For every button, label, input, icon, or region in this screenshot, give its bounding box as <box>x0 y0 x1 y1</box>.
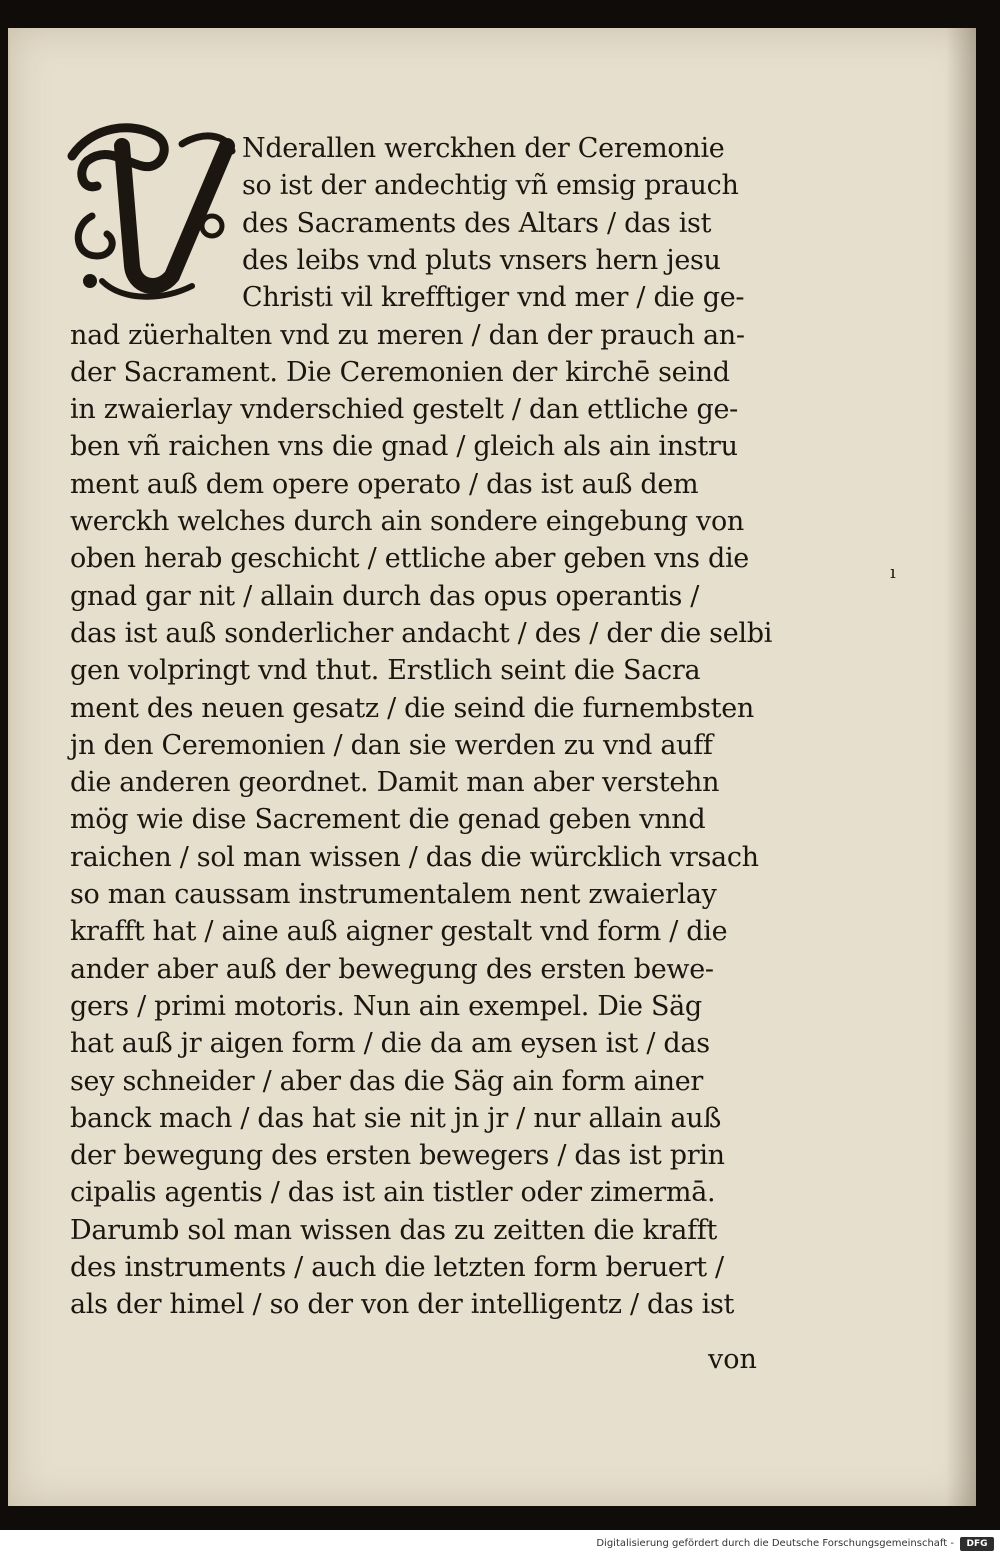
text-line: ben vñ raichen vns die gnad / gleich als ain instru <box>70 431 738 462</box>
decorated-initial-icon <box>62 116 240 302</box>
text-line: cipalis agentis / das ist ain tistler oder zimermā. <box>70 1177 716 1208</box>
text-line: ment auß dem opere operato / das ist auß dem <box>70 469 699 500</box>
text-line: ander aber auß der bewegung des ersten bewe- <box>70 954 714 985</box>
text-line: des instruments / auch die letzten form beruert / <box>70 1252 724 1283</box>
text-line: werckh welches durch ain sondere eingebung von <box>70 506 745 537</box>
text-line: oben herab geschicht / ettliche aber geben vns die <box>70 543 749 574</box>
text-line: das ist auß sonderlicher andacht / des / der die selbi <box>70 618 773 649</box>
text-line: krafft hat / aine auß aigner gestalt vnd form / die <box>70 916 728 947</box>
text-line: so man caussam instrumentalem nent zwaierlay <box>70 879 717 910</box>
text-line: hat auß jr aigen form / die da am eysen ist / das <box>70 1028 710 1059</box>
text-line: in zwaierlay vnderschied gestelt / dan ettliche ge- <box>70 394 738 425</box>
text-line: gen volpringt vnd thut. Erstlich seint die Sacra <box>70 655 701 686</box>
text-line: banck mach / das hat sie nit jn jr / nur allain auß <box>70 1103 721 1134</box>
text-line: der bewegung des ersten bewegers / das ist prin <box>70 1140 725 1171</box>
text-line: mög wie dise Sacrement die genad geben vnnd <box>70 804 706 835</box>
text-line: gers / primi motoris. Nun ain exempel. Die Säg <box>70 991 702 1022</box>
text-line: die anderen geordnet. Damit man aber verstehn <box>70 767 720 798</box>
digitization-credit: Digitalisierung gefördert durch die Deutsche Forschungsgemeinschaft - <box>596 1538 954 1549</box>
text-line: sey schneider / aber das die Säg ain form ainer <box>70 1066 704 1097</box>
text-line: ment des neuen gesatz / die seind die furnembsten <box>70 693 754 724</box>
dfg-logo: DFG <box>960 1537 994 1551</box>
text-line: Nderallen werckhen der Ceremonie <box>242 133 725 164</box>
text-line: als der himel / so der von der intelligentz / das ist <box>70 1289 735 1320</box>
text-line: raichen / sol man wissen / das die würcklich vrsach <box>70 842 759 873</box>
text-line: des Sacraments des Altars / das ist <box>242 208 712 239</box>
text-line: der Sacrament. Die Ceremonien der kirchē seind <box>70 357 730 388</box>
text-line: nad züerhalten vnd zu meren / dan der prauch an- <box>70 320 745 351</box>
footer-bar <box>0 1530 1000 1558</box>
text-line: Darumb sol man wissen das zu zeitten die krafft <box>70 1215 718 1246</box>
text-line: jn den Ceremonien / dan sie werden zu vnd auff <box>70 730 713 761</box>
catchword: von <box>708 1344 757 1375</box>
book-page <box>8 28 976 1506</box>
margin-mark: ı <box>890 562 896 583</box>
text-line: des leibs vnd pluts vnsers hern jesu <box>242 245 721 276</box>
text-line: Christi vil krefftiger vnd mer / die ge- <box>242 282 745 313</box>
page-fold-shadow <box>946 28 976 1506</box>
text-line: gnad gar nit / allain durch das opus operantis / <box>70 581 700 612</box>
text-line: so ist der andechtig vñ emsig prauch <box>242 170 739 201</box>
